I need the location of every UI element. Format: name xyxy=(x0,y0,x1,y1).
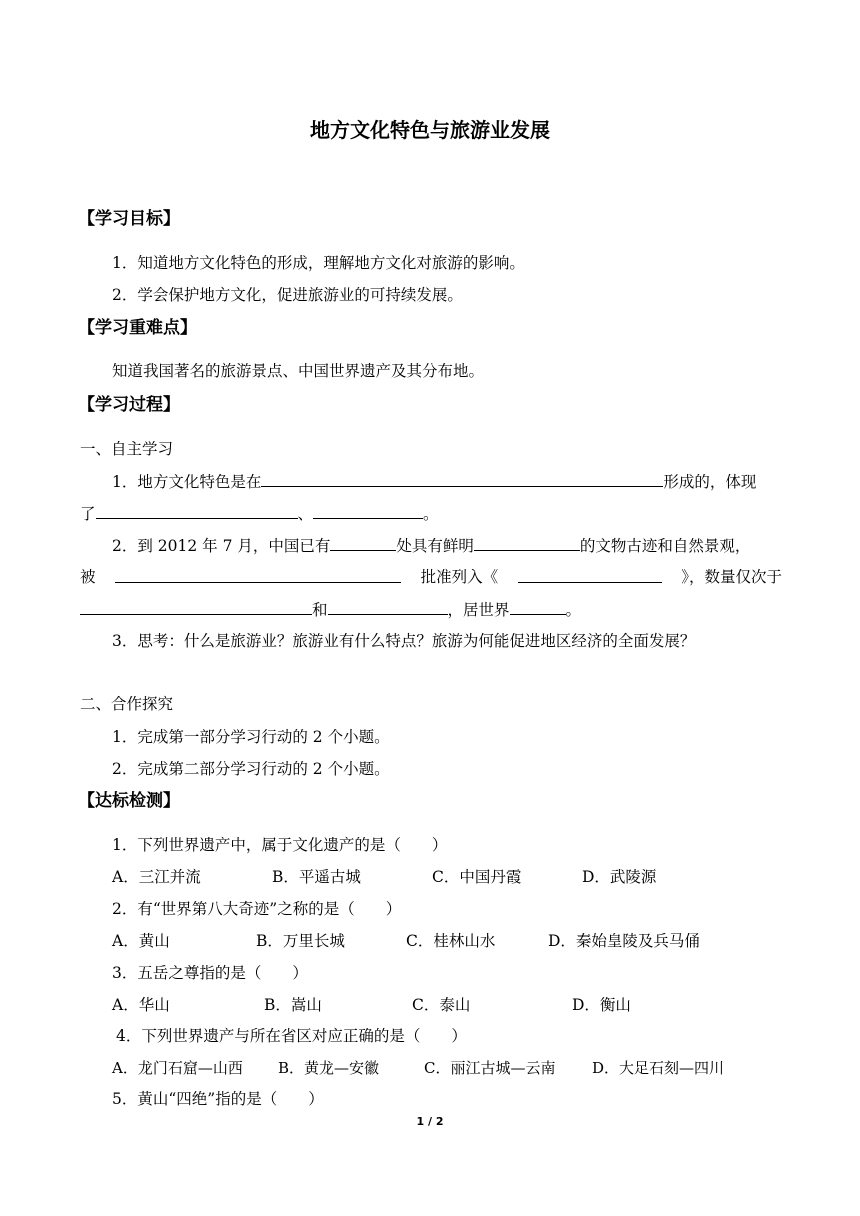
test-heading: 【达标检测】 xyxy=(78,791,180,811)
objectives-heading: 【学习目标】 xyxy=(78,209,180,229)
q2-blank-1[interactable] xyxy=(330,534,396,551)
question-2-line-2 xyxy=(80,566,782,588)
option[interactable]: B．嵩山 xyxy=(264,996,322,1014)
option[interactable]: A．黄山 xyxy=(112,932,170,950)
test-question-3: 3．五岳之尊指的是（ ） xyxy=(112,964,308,982)
q2-blank-5[interactable] xyxy=(80,598,312,615)
q2-blank-4[interactable] xyxy=(518,566,662,583)
question-1-line-1 xyxy=(112,470,756,493)
self-study-heading: 一、自主学习 xyxy=(80,440,174,458)
cooperative-item-2: 2．完成第二部分学习行动的 2 个小题。 xyxy=(112,760,390,778)
q2-text-d: 被 xyxy=(80,568,96,586)
option[interactable]: D．秦始皇陵及兵马俑 xyxy=(548,932,700,950)
option[interactable]: C．桂林山水 xyxy=(406,932,496,950)
page-title: 地方文化特色与旅游业发展 xyxy=(310,118,550,142)
test-question-3-options xyxy=(112,994,631,1016)
question-3: 3．思考：什么是旅游业？旅游业有什么特点？旅游为何能促进地区经济的全面发展？ xyxy=(112,632,696,650)
test-question-4: 4．下列世界遗产与所在省区对应正确的是（ ） xyxy=(116,1027,467,1045)
option[interactable]: B．平遥古城 xyxy=(272,868,361,886)
test-question-4-options xyxy=(112,1057,724,1079)
cooperative-heading: 二、合作探究 xyxy=(80,695,174,713)
option[interactable]: A．龙门石窟—山西 xyxy=(112,1059,243,1077)
option[interactable]: C．丽江古城—云南 xyxy=(424,1059,556,1077)
q2-text-f: 》，数量仅次于 xyxy=(681,568,782,586)
q2-text-b: 处具有鲜明 xyxy=(396,537,474,555)
option[interactable]: C．泰山 xyxy=(412,996,471,1014)
key-points-text: 知道我国著名的旅游景点、中国世界遗产及其分布地。 xyxy=(112,362,485,380)
test-question-2: 2．有“世界第八大奇迹”之称的是（ ） xyxy=(112,900,402,918)
q2-text-h: ，居世界 xyxy=(447,601,510,619)
q1-text-a: 1．地方文化特色是在 xyxy=(112,473,262,491)
option[interactable]: C．中国丹霞 xyxy=(432,868,522,886)
q2-blank-7[interactable] xyxy=(510,598,566,615)
page-number: 1 / 2 xyxy=(416,1115,444,1128)
option[interactable]: A．三江并流 xyxy=(112,868,201,886)
q2-text-e: 批准列入《 xyxy=(420,568,499,586)
q1-blank-2[interactable] xyxy=(96,502,298,519)
option[interactable]: B．万里长城 xyxy=(256,932,345,950)
q1-blank-3[interactable] xyxy=(313,502,423,519)
question-2-line-1 xyxy=(112,534,750,557)
q2-text-a: 2．到 2012 年 7 月，中国已有 xyxy=(112,537,331,555)
q2-text-i: 。 xyxy=(565,601,582,619)
q1-blank-1[interactable] xyxy=(261,470,663,487)
objective-item-2: 2．学会保护地方文化，促进旅游业的可持续发展。 xyxy=(112,286,463,304)
q1-text-c: 了 xyxy=(80,505,96,523)
objective-item-1: 1．知道地方文化特色的形成，理解地方文化对旅游的影响。 xyxy=(112,254,525,272)
question-2-line-3 xyxy=(80,598,581,621)
test-question-2-options xyxy=(112,930,700,952)
q1-text-d: 、 xyxy=(297,505,314,523)
q2-blank-3[interactable] xyxy=(115,566,401,583)
q2-blank-6[interactable] xyxy=(328,598,448,615)
process-heading: 【学习过程】 xyxy=(78,395,180,415)
test-question-1-options xyxy=(112,866,656,888)
option[interactable]: D．武陵源 xyxy=(582,868,657,886)
question-1-line-2 xyxy=(80,502,439,525)
test-question-1: 1．下列世界遗产中，属于文化遗产的是（ ） xyxy=(112,836,448,854)
option[interactable]: D．衡山 xyxy=(572,996,631,1014)
key-points-heading: 【学习重难点】 xyxy=(78,318,197,338)
test-question-5: 5．黄山“四绝”指的是（ ） xyxy=(112,1090,324,1108)
q2-text-c: 的文物古迹和自然景观， xyxy=(579,537,751,555)
option[interactable]: A．华山 xyxy=(112,996,170,1014)
q2-text-g: 和 xyxy=(312,601,328,619)
option[interactable]: D．大足石刻—四川 xyxy=(592,1059,725,1077)
q1-text-b: 形成的，体现 xyxy=(663,473,757,491)
option[interactable]: B．黄龙—安徽 xyxy=(278,1059,380,1077)
q2-blank-2[interactable] xyxy=(474,534,580,551)
cooperative-item-1: 1．完成第一部分学习行动的 2 个小题。 xyxy=(112,728,390,746)
q1-text-e: 。 xyxy=(423,505,439,523)
